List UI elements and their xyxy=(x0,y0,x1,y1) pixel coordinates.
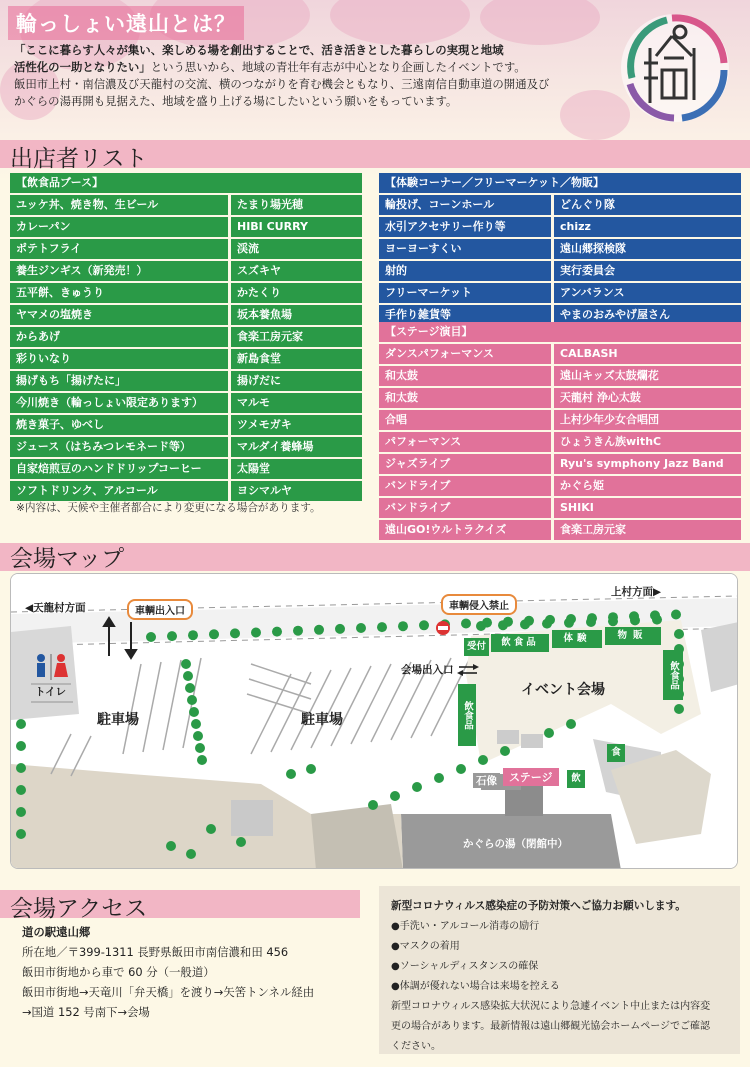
tree-icon xyxy=(236,837,246,847)
tree-icon xyxy=(189,707,199,717)
stage-item: パフォーマンス xyxy=(379,432,551,452)
stall-reception: 受付 xyxy=(464,638,489,656)
tree-icon xyxy=(390,791,400,801)
tree-icon xyxy=(306,764,316,774)
tree-icon xyxy=(206,824,216,834)
tree-icon xyxy=(230,628,240,638)
food-vendor: 太陽堂 xyxy=(231,459,362,479)
access-by-car: 飯田市街地から車で 60 分（一般道） xyxy=(22,965,215,979)
food-item: 五平餅、きゅうり xyxy=(10,283,228,303)
food-vendor: 新島食堂 xyxy=(231,349,362,369)
tree-icon xyxy=(652,615,662,625)
stage-item: 遠山GO!ウルトラクイズ xyxy=(379,520,551,540)
tree-icon xyxy=(412,782,422,792)
parking-label-2: 駐車場 xyxy=(301,712,343,728)
event-logo xyxy=(612,8,738,126)
food-item: ユッケ丼、焼き物、生ビール xyxy=(10,195,228,215)
tree-icon xyxy=(368,800,378,810)
experience-vendor: chizz xyxy=(554,217,741,237)
experience-item: 水引アクセサリー作り等 xyxy=(379,217,551,237)
experience-vendor: やまのおみやげ屋さん xyxy=(554,305,741,325)
experience-header: 【体験コーナー／フリーマーケット／物販】 xyxy=(379,173,741,193)
tree-icon xyxy=(542,619,552,629)
tree-icon xyxy=(586,617,596,627)
experience-item: ヨーヨーすくい xyxy=(379,239,551,259)
stage-item: 和太鼓 xyxy=(379,366,551,386)
covid-bullet-4: ●体調が優れない場合は来場を控える xyxy=(391,981,560,992)
tree-icon xyxy=(183,671,193,681)
tree-icon xyxy=(16,741,26,751)
access-route-2: →国道 152 号南下→会場 xyxy=(22,1005,150,1019)
tree-icon xyxy=(16,719,26,729)
food-item: 養生ジンギス（新発売！） xyxy=(10,261,228,281)
stall-side-food: 飲食品 xyxy=(663,650,683,700)
tree-icon xyxy=(671,610,681,620)
vehicle-entrance-label: 車輌出入口 xyxy=(127,599,193,620)
direction-kamimura: 上村方面▶ xyxy=(611,586,662,598)
venue-address: 所在地／〒399-1311 長野県飯田市南信濃和田 456 xyxy=(22,945,289,959)
stage-vendor: SHIKI xyxy=(554,498,741,518)
stage-item: ダンスパフォーマンス xyxy=(379,344,551,364)
tree-icon xyxy=(608,616,618,626)
tree-icon xyxy=(16,829,26,839)
food-vendor: 渓流 xyxy=(231,239,362,259)
intro-text-2: という思いから、地域の青壮年有志が中心となり企画したイベントです。 xyxy=(150,60,526,74)
covid-note-3: ください。 xyxy=(391,1041,441,1052)
tree-icon xyxy=(272,627,282,637)
stage-vendor: ひょうきん族withC xyxy=(554,432,741,452)
vendors-title: 出店者リスト xyxy=(10,146,148,172)
venue-entrance-label: 会場出入口 xyxy=(401,664,454,676)
stage-item: バンドライブ xyxy=(379,498,551,518)
stall-experience: 体験 xyxy=(552,630,602,648)
tree-icon xyxy=(16,763,26,773)
intro-lead-2: 活性化の一助となりたい」 xyxy=(14,60,151,74)
experience-vendor: どんぐり隊 xyxy=(554,195,741,215)
stall-goods: 物販 xyxy=(605,627,661,645)
food-item: ジュース（はちみつレモネード等） xyxy=(10,437,228,457)
food-item: 焼き菓子、ゆべし xyxy=(10,415,228,435)
stage-vendor: 上村少年少女合唱団 xyxy=(554,410,741,430)
experience-item: 射的 xyxy=(379,261,551,281)
covid-bullet-1: ●手洗い・アルコール消毒の励行 xyxy=(391,921,540,932)
tree-icon xyxy=(193,731,203,741)
stall-shoku: 食 xyxy=(607,744,625,762)
stage-vendor: Ryu's symphony Jazz Band xyxy=(554,454,741,474)
experience-vendor: 遠山郷探検隊 xyxy=(554,239,741,259)
tree-icon xyxy=(191,719,201,729)
tree-icon xyxy=(500,746,510,756)
stage-item: 和太鼓 xyxy=(379,388,551,408)
experience-item: 輪投げ、コーンホール xyxy=(379,195,551,215)
tree-icon xyxy=(195,743,205,753)
covid-notice xyxy=(379,886,740,1054)
intro-text xyxy=(14,42,594,110)
food-item: ポテトフライ xyxy=(10,239,228,259)
no-vehicle-entry-label: 車輌侵入禁止 xyxy=(441,594,517,615)
kagura-label: かぐらの湯（閉館中） xyxy=(463,838,568,850)
tree-icon xyxy=(209,629,219,639)
access-route-1: 飯田市街地→天竜川「弁天橋」を渡り→矢筈トンネル経由 xyxy=(22,985,315,999)
tree-icon xyxy=(16,807,26,817)
tree-icon xyxy=(314,625,324,635)
experience-item: 手作り雑貨等 xyxy=(379,305,551,325)
venue-map xyxy=(10,573,738,869)
tree-icon xyxy=(16,785,26,795)
food-vendor: スズキヤ xyxy=(231,261,362,281)
food-vendor: たまり場光穂 xyxy=(231,195,362,215)
stage-vendor: 遠山キッズ太鼓爛花 xyxy=(554,366,741,386)
tree-icon xyxy=(197,755,207,765)
stage-vendor: 天龍村 浄心太鼓 xyxy=(554,388,741,408)
intro-lead-1: 「ここに暮らす人々が集い、楽しめる場を創出することで、活き活きとした暮らしの実現と地域 xyxy=(14,43,504,57)
tree-icon xyxy=(166,841,176,851)
stage-header: 【ステージ演目】 xyxy=(379,322,741,342)
experience-vendor: アンバランス xyxy=(554,283,741,303)
stall-food-vertical: 飲食品 xyxy=(458,684,476,746)
tree-icon xyxy=(286,769,296,779)
food-vendor: HIBI CURRY xyxy=(231,217,362,237)
experience-item: フリーマーケット xyxy=(379,283,551,303)
stage-vendor: CALBASH xyxy=(554,344,741,364)
food-item: 揚げもち「揚げたに」 xyxy=(10,371,228,391)
tree-icon xyxy=(564,618,574,628)
parking-label-1: 駐車場 xyxy=(97,712,139,728)
tree-icon xyxy=(476,621,486,631)
food-item: ヤマメの塩焼き xyxy=(10,305,228,325)
toilet-label: トイレ xyxy=(35,686,66,698)
food-vendor: マルモ xyxy=(231,393,362,413)
tree-icon xyxy=(251,628,261,638)
access-info xyxy=(22,922,372,1022)
event-venue-label: イベント会場 xyxy=(521,682,605,698)
tree-icon xyxy=(377,622,387,632)
food-item: からあげ xyxy=(10,327,228,347)
covid-heading: 新型コロナウィルス感染症の予防対策へご協力お願いします。 xyxy=(391,900,686,912)
tree-icon xyxy=(566,719,576,729)
tree-icon xyxy=(456,764,466,774)
food-vendor: かたくり xyxy=(231,283,362,303)
tree-icon xyxy=(434,773,444,783)
tree-icon xyxy=(520,619,530,629)
food-item: 今川焼き（輪っしょい限定あります） xyxy=(10,393,228,413)
tree-icon xyxy=(419,620,429,630)
tree-icon xyxy=(674,629,684,639)
food-item: 彩りいなり xyxy=(10,349,228,369)
tree-icon xyxy=(498,620,508,630)
venue-name: 道の駅遠山郷 xyxy=(22,925,91,939)
stone-statue-label: 石像 xyxy=(473,773,500,788)
stage-item: バンドライブ xyxy=(379,476,551,496)
covid-bullet-2: ●マスクの着用 xyxy=(391,941,460,952)
tree-icon xyxy=(167,631,177,641)
experience-vendor: 実行委員会 xyxy=(554,261,741,281)
food-header: 【飲食品ブース】 xyxy=(10,173,362,193)
tree-icon xyxy=(356,623,366,633)
tree-icon xyxy=(188,630,198,640)
tree-icon xyxy=(478,755,488,765)
stall-food: 飲食品 xyxy=(491,634,549,652)
food-vendor: 揚げだに xyxy=(231,371,362,391)
food-item: 自家焙煎豆のハンドドリップコーヒー xyxy=(10,459,228,479)
food-vendor: ヨシマルヤ xyxy=(231,481,362,501)
tree-icon xyxy=(544,728,554,738)
food-vendor: マルダイ養蜂場 xyxy=(231,437,362,457)
covid-bullet-3: ●ソーシャルディスタンスの確保 xyxy=(391,961,539,972)
stage-item: 合唱 xyxy=(379,410,551,430)
tree-icon xyxy=(293,626,303,636)
tree-icon xyxy=(186,849,196,859)
food-vendor: 坂本養魚場 xyxy=(231,305,362,325)
stage-label: ステージ xyxy=(503,768,559,786)
stage-vendor: 食楽工房元家 xyxy=(554,520,741,540)
tree-icon xyxy=(181,659,191,669)
intro-text-4: かぐらの湯再開も見据えた、地域を盛り上げる場にしたいという願いをもっています。 xyxy=(14,94,458,108)
food-vendor: 食楽工房元家 xyxy=(231,327,362,347)
food-vendor: ツメモガキ xyxy=(231,415,362,435)
direction-tenryu: ◀天龍村方面 xyxy=(25,602,86,614)
change-note: ※内容は、天候や主催者都合により変更になる場合があります。 xyxy=(16,502,321,514)
access-title: 会場アクセス xyxy=(10,896,148,922)
stall-drink: 飲 xyxy=(567,770,585,788)
tree-icon xyxy=(461,619,471,629)
intro-text-3: 飯田市上村・南信濃及び天龍村の交流、横のつながりを育む機会ともなり、三遠南信自動車道の開通及び xyxy=(14,77,550,91)
tree-icon xyxy=(187,695,197,705)
map-title: 会場マップ xyxy=(10,546,125,572)
food-item: カレーパン xyxy=(10,217,228,237)
stage-vendor: かぐら姫 xyxy=(554,476,741,496)
tree-icon xyxy=(146,632,156,642)
stage-item: ジャズライブ xyxy=(379,454,551,474)
tree-icon xyxy=(335,624,345,634)
tree-icon xyxy=(674,704,684,714)
tree-icon xyxy=(185,683,195,693)
food-item: ソフトドリンク、アルコール xyxy=(10,481,228,501)
tree-icon xyxy=(630,615,640,625)
covid-note-1: 新型コロナウィルス感染拡大状況により急遽イベント中止または内容変 xyxy=(391,1001,711,1012)
covid-note-2: 更の場合があります。最新情報は遠山郷観光協会ホームページでご確認 xyxy=(391,1021,710,1032)
tree-icon xyxy=(398,621,408,631)
intro-title: 輪っしょい遠山とは？ xyxy=(8,6,244,40)
